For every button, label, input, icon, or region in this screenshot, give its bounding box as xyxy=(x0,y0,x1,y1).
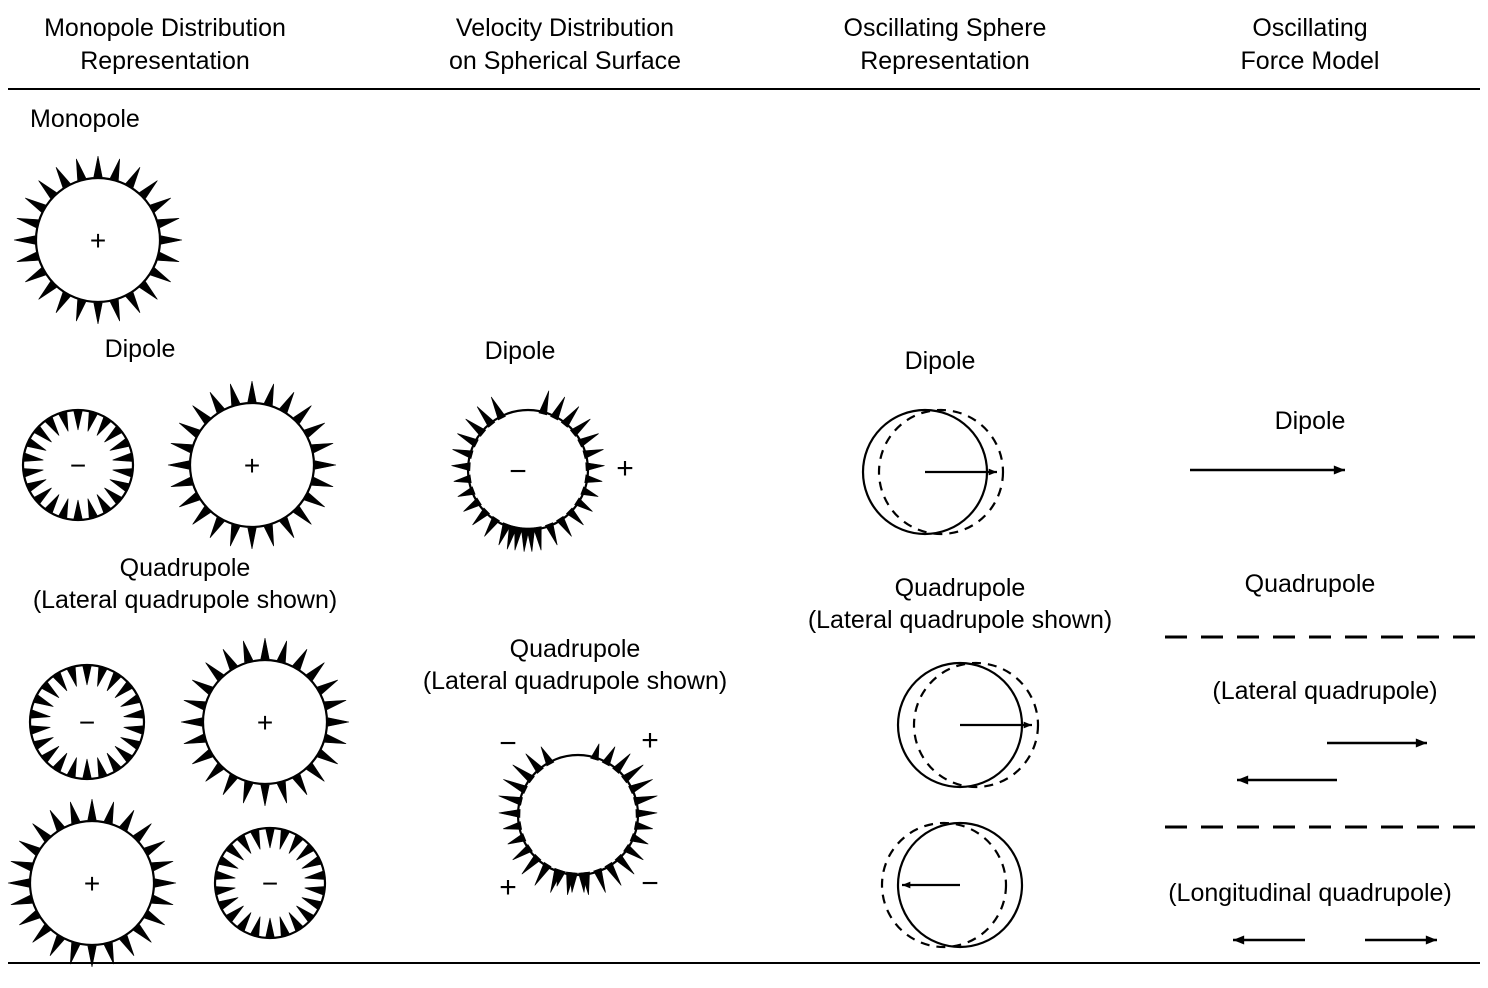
svg-text:+: + xyxy=(256,706,274,738)
column-header-line1: Oscillating xyxy=(1252,14,1368,42)
svg-text:−: − xyxy=(69,449,87,481)
oscillating-quadrupole-diagram xyxy=(860,645,1080,960)
label-dipole-col2: Dipole xyxy=(484,337,556,365)
label-quadrupole-col2 xyxy=(390,633,760,697)
column-header-line1: Oscillating Sphere xyxy=(843,14,1047,42)
svg-text:+: + xyxy=(641,724,659,757)
column-header-line1: Monopole Distribution xyxy=(44,14,286,42)
velocity-dipole-diagram xyxy=(420,378,660,563)
svg-text:−: − xyxy=(641,867,659,900)
label-dipole-col1: Dipole xyxy=(104,335,176,363)
velocity-quadrupole-sphere xyxy=(470,715,690,915)
label-quadrupole-col4: Quadrupole xyxy=(1244,570,1376,598)
oscillating-sphere-dipole xyxy=(830,390,1050,550)
column-header-line2: Force Model xyxy=(1240,47,1380,75)
velocity-quadrupole-diagram xyxy=(470,715,690,920)
svg-text:+: + xyxy=(83,867,101,899)
label-longitudinal-quadrupole: (Longitudinal quadrupole) xyxy=(1168,879,1452,907)
quadrupole-spheres-diagram xyxy=(0,630,370,960)
column-header-monopole-distribution xyxy=(0,12,330,78)
column-header-oscillating-sphere xyxy=(790,12,1100,78)
svg-text:+: + xyxy=(616,452,634,485)
monopole-sphere-outward xyxy=(0,140,210,310)
label-quadrupole-col1 xyxy=(0,552,370,616)
column-header-line2: Representation xyxy=(80,47,250,75)
label-quadrupole-col3 xyxy=(770,572,1150,636)
label-quadrupole-col3-title: Quadrupole xyxy=(894,574,1026,602)
svg-text:+: + xyxy=(499,871,517,904)
svg-text:−: − xyxy=(509,455,527,488)
oscillating-sphere-quadrupole xyxy=(860,645,1080,960)
svg-text:−: − xyxy=(261,867,279,899)
column-header-line1: Velocity Distribution xyxy=(455,14,675,42)
label-dipole-col3: Dipole xyxy=(904,347,976,375)
label-quadrupole-col2-title: Quadrupole xyxy=(509,635,641,663)
quadrupole-sphere-group xyxy=(0,630,370,960)
header-divider-top xyxy=(8,88,1480,90)
label-quadrupole-col2-note: (Lateral quadrupole shown) xyxy=(422,667,728,695)
label-quadrupole-col1-title: Quadrupole xyxy=(119,554,251,582)
svg-text:+: + xyxy=(243,449,261,481)
velocity-dipole-sphere xyxy=(420,378,660,558)
figure-divider-bottom xyxy=(8,962,1480,964)
force-dipole-arrow xyxy=(1180,445,1440,495)
svg-text:−: − xyxy=(78,706,96,738)
dipole-spheres-diagram xyxy=(0,380,370,555)
column-header-velocity-distribution xyxy=(400,12,730,78)
oscillating-dipole-diagram xyxy=(830,390,1050,555)
label-lateral-quadrupole: (Lateral quadrupole) xyxy=(1212,677,1438,705)
force-dipole-arrow-diagram xyxy=(1180,445,1440,495)
label-monopole-col1: Monopole xyxy=(30,105,140,133)
column-header-line2: on Spherical Surface xyxy=(448,47,682,75)
column-header-line2: Representation xyxy=(860,47,1030,75)
column-header-oscillating-force xyxy=(1165,12,1455,78)
dipole-sphere-pair xyxy=(0,380,370,550)
label-dipole-col4: Dipole xyxy=(1274,407,1346,435)
svg-text:+: + xyxy=(89,224,107,256)
monopole-sphere-diagram xyxy=(0,140,210,315)
label-quadrupole-col1-note: (Lateral quadrupole shown) xyxy=(32,586,338,614)
label-quadrupole-col3-note: (Lateral quadrupole shown) xyxy=(807,606,1113,634)
svg-text:−: − xyxy=(499,727,517,760)
